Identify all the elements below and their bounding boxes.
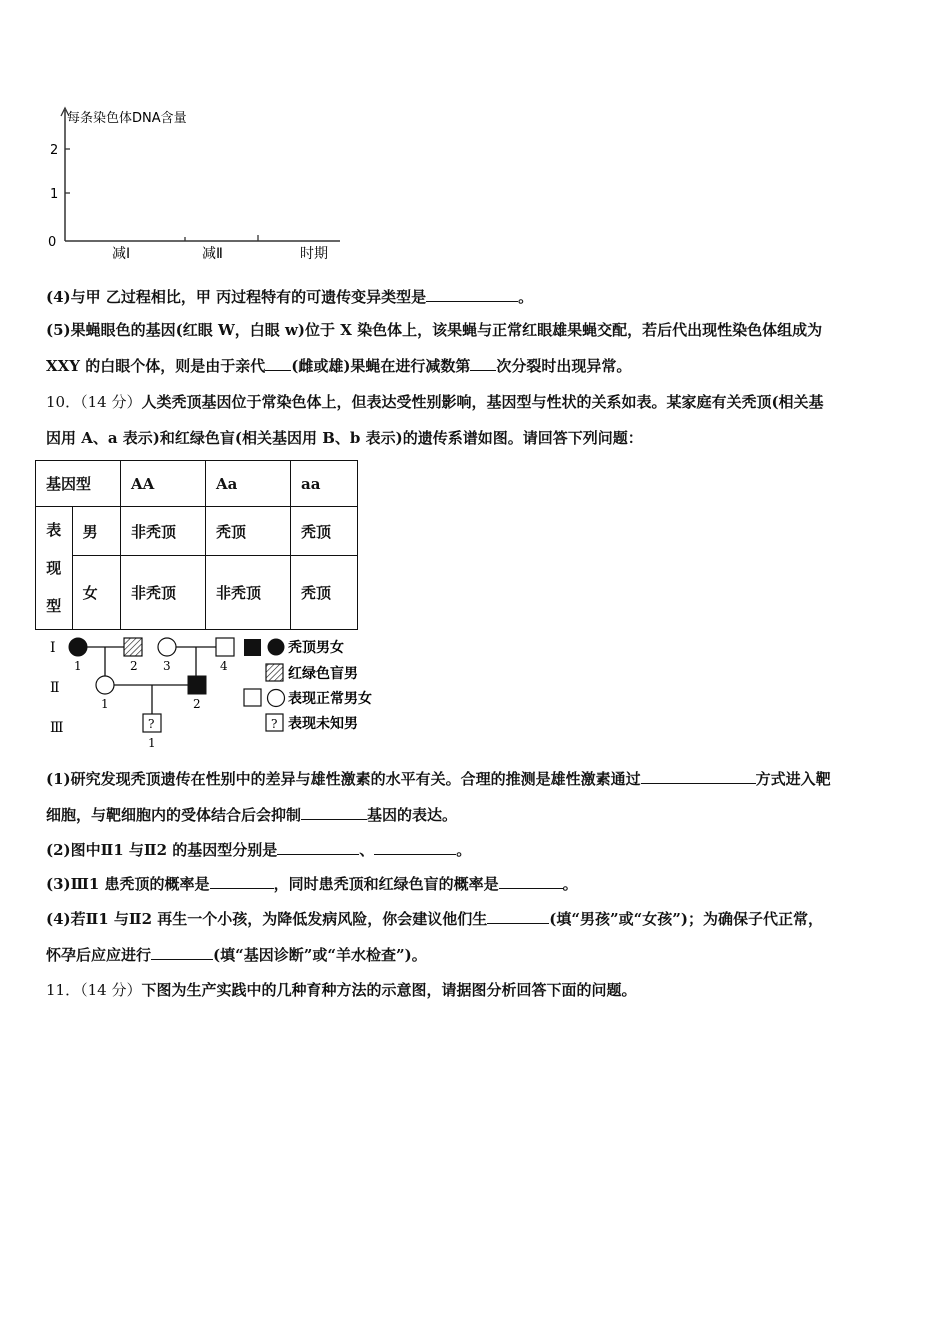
generation-label: Ⅲ <box>50 720 64 736</box>
individual-II2-bald-male <box>188 676 206 694</box>
answer-blank[interactable] <box>277 840 359 855</box>
question-11: 11．（14 分）下图为生产实践中的几种育种方法的示意图，请据图分析回答下面的问题。 <box>46 981 637 999</box>
table-header-cell: aa <box>291 461 358 507</box>
dna-content-chart <box>40 100 360 270</box>
table-row <box>36 556 358 630</box>
question-10-line2: 因用 A、a 表示)和红绿色盲(相关基因用 B、b 表示)的遗传系谱如图。请回答下列问题： <box>46 429 643 447</box>
sub-question-3: (3)Ⅲ1 患秃顶的概率是 ，同时患秃顶和红绿色盲的概率是 。 <box>46 875 578 893</box>
sub-question-1-line1: (1)研究发现秃顶遗传在性别中的差异与雄性激素的水平有关。合理的推测是雄性激素通过 方式进入靶 <box>46 770 831 788</box>
y-tick-label: 0 <box>48 235 57 250</box>
table-header-cell: 基因型 <box>36 461 121 507</box>
table-header-cell: AA <box>121 461 206 507</box>
legend-unknown-mark: ? <box>271 717 278 731</box>
table-cell: 非秃顶 <box>121 507 206 556</box>
question-5-line1: (5)果蝇眼色的基因(红眼 W，白眼 w)位于 X 染色体上，该果蝇与正常红眼雄果蝇交配，若后代出现性染色体组成为 <box>46 321 823 339</box>
sub-question-4-line2: 怀孕后应应进行 (填“基因诊断”或“羊水检查”)。 <box>46 946 427 964</box>
individual-II1-normal-female <box>96 676 114 694</box>
individual-label: 4 <box>220 659 228 673</box>
pedigree-chart <box>40 632 400 752</box>
answer-blank[interactable] <box>210 874 274 889</box>
table-cell-sex: 女 <box>72 556 120 630</box>
legend-normal-female-symbol <box>268 690 285 707</box>
x-tick-label: 减Ⅱ <box>202 246 223 262</box>
unknown-mark: ? <box>148 717 155 731</box>
individual-I1-bald-female <box>69 638 87 656</box>
sub-question-2: (2)图中Ⅱ1 与Ⅱ2 的基因型分别是 、 。 <box>46 841 472 859</box>
legend-label: 红绿色盲男 <box>288 666 358 682</box>
individual-label: 1 <box>101 697 109 711</box>
legend-bald-female-symbol <box>268 639 285 656</box>
individual-I4-normal-male <box>216 638 234 656</box>
generation-label: Ⅱ <box>50 680 60 696</box>
legend-label: 秃顶男女 <box>288 640 344 656</box>
answer-blank[interactable] <box>641 769 756 784</box>
answer-blank[interactable] <box>426 287 518 302</box>
table-row <box>36 507 358 556</box>
answer-blank[interactable] <box>374 840 456 855</box>
sub-question-4-line1: (4)若Ⅱ1 与Ⅱ2 再生一个小孩，为降低发病风险，你会建议他们生 (填“男孩”或“女孩”)；为确保子代正常， <box>46 910 823 928</box>
legend-label: 表现未知男 <box>288 716 358 732</box>
individual-I3-normal-female <box>158 638 176 656</box>
answer-blank[interactable] <box>499 874 563 889</box>
table-cell: 非秃顶 <box>121 556 206 630</box>
legend-label: 表现正常男女 <box>288 691 372 707</box>
chart-ylabel: 每条染色体DNA含量 <box>67 111 187 126</box>
answer-blank[interactable] <box>487 909 549 924</box>
table-header-row <box>36 461 358 507</box>
table-header-cell: Aa <box>206 461 291 507</box>
generation-label: Ⅰ <box>50 640 56 656</box>
y-tick-label: 2 <box>50 143 59 158</box>
individual-label: 1 <box>148 736 156 750</box>
individual-label: 2 <box>193 697 201 711</box>
individual-label: 1 <box>74 659 82 673</box>
legend-colorblind-symbol <box>266 664 283 681</box>
question-4: (4)与甲 乙过程相比，甲 丙过程特有的可遗传变异类型是 。 <box>46 288 534 306</box>
phenotype-label: 表 现 型 <box>36 507 73 630</box>
answer-blank[interactable] <box>265 356 291 371</box>
table-cell: 秃顶 <box>291 507 358 556</box>
table-cell: 秃顶 <box>206 507 291 556</box>
answer-blank[interactable] <box>470 356 496 371</box>
x-tick-label: 减Ⅰ <box>112 246 131 262</box>
table-cell: 秃顶 <box>291 556 358 630</box>
answer-blank[interactable] <box>151 945 213 960</box>
legend-bald-male-symbol <box>244 639 261 656</box>
sub-question-1-line2: 细胞，与靶细胞内的受体结合后会抑制 基因的表达。 <box>46 806 458 824</box>
y-tick-label: 1 <box>50 187 59 202</box>
genotype-phenotype-table <box>35 460 358 630</box>
legend-normal-male-symbol <box>244 689 261 706</box>
question-10-line1: 10．（14 分）人类秃顶基因位于常染色体上，但表达受性别影响，基因型与性状的关系如表。某家庭有关秃顶(相关基 <box>46 393 824 411</box>
answer-blank[interactable] <box>301 805 367 820</box>
individual-label: 3 <box>163 659 171 673</box>
question-5-line2: XXY 的白眼个体，则是由于亲代 (雌或雄)果蝇在进行减数第 次分裂时出现异常。 <box>46 357 632 375</box>
individual-I2-colorblind-male <box>124 638 142 656</box>
table-cell: 非秃顶 <box>206 556 291 630</box>
table-cell-sex: 男 <box>72 507 120 556</box>
individual-label: 2 <box>130 659 138 673</box>
x-tick-label: 时期 <box>300 246 328 262</box>
